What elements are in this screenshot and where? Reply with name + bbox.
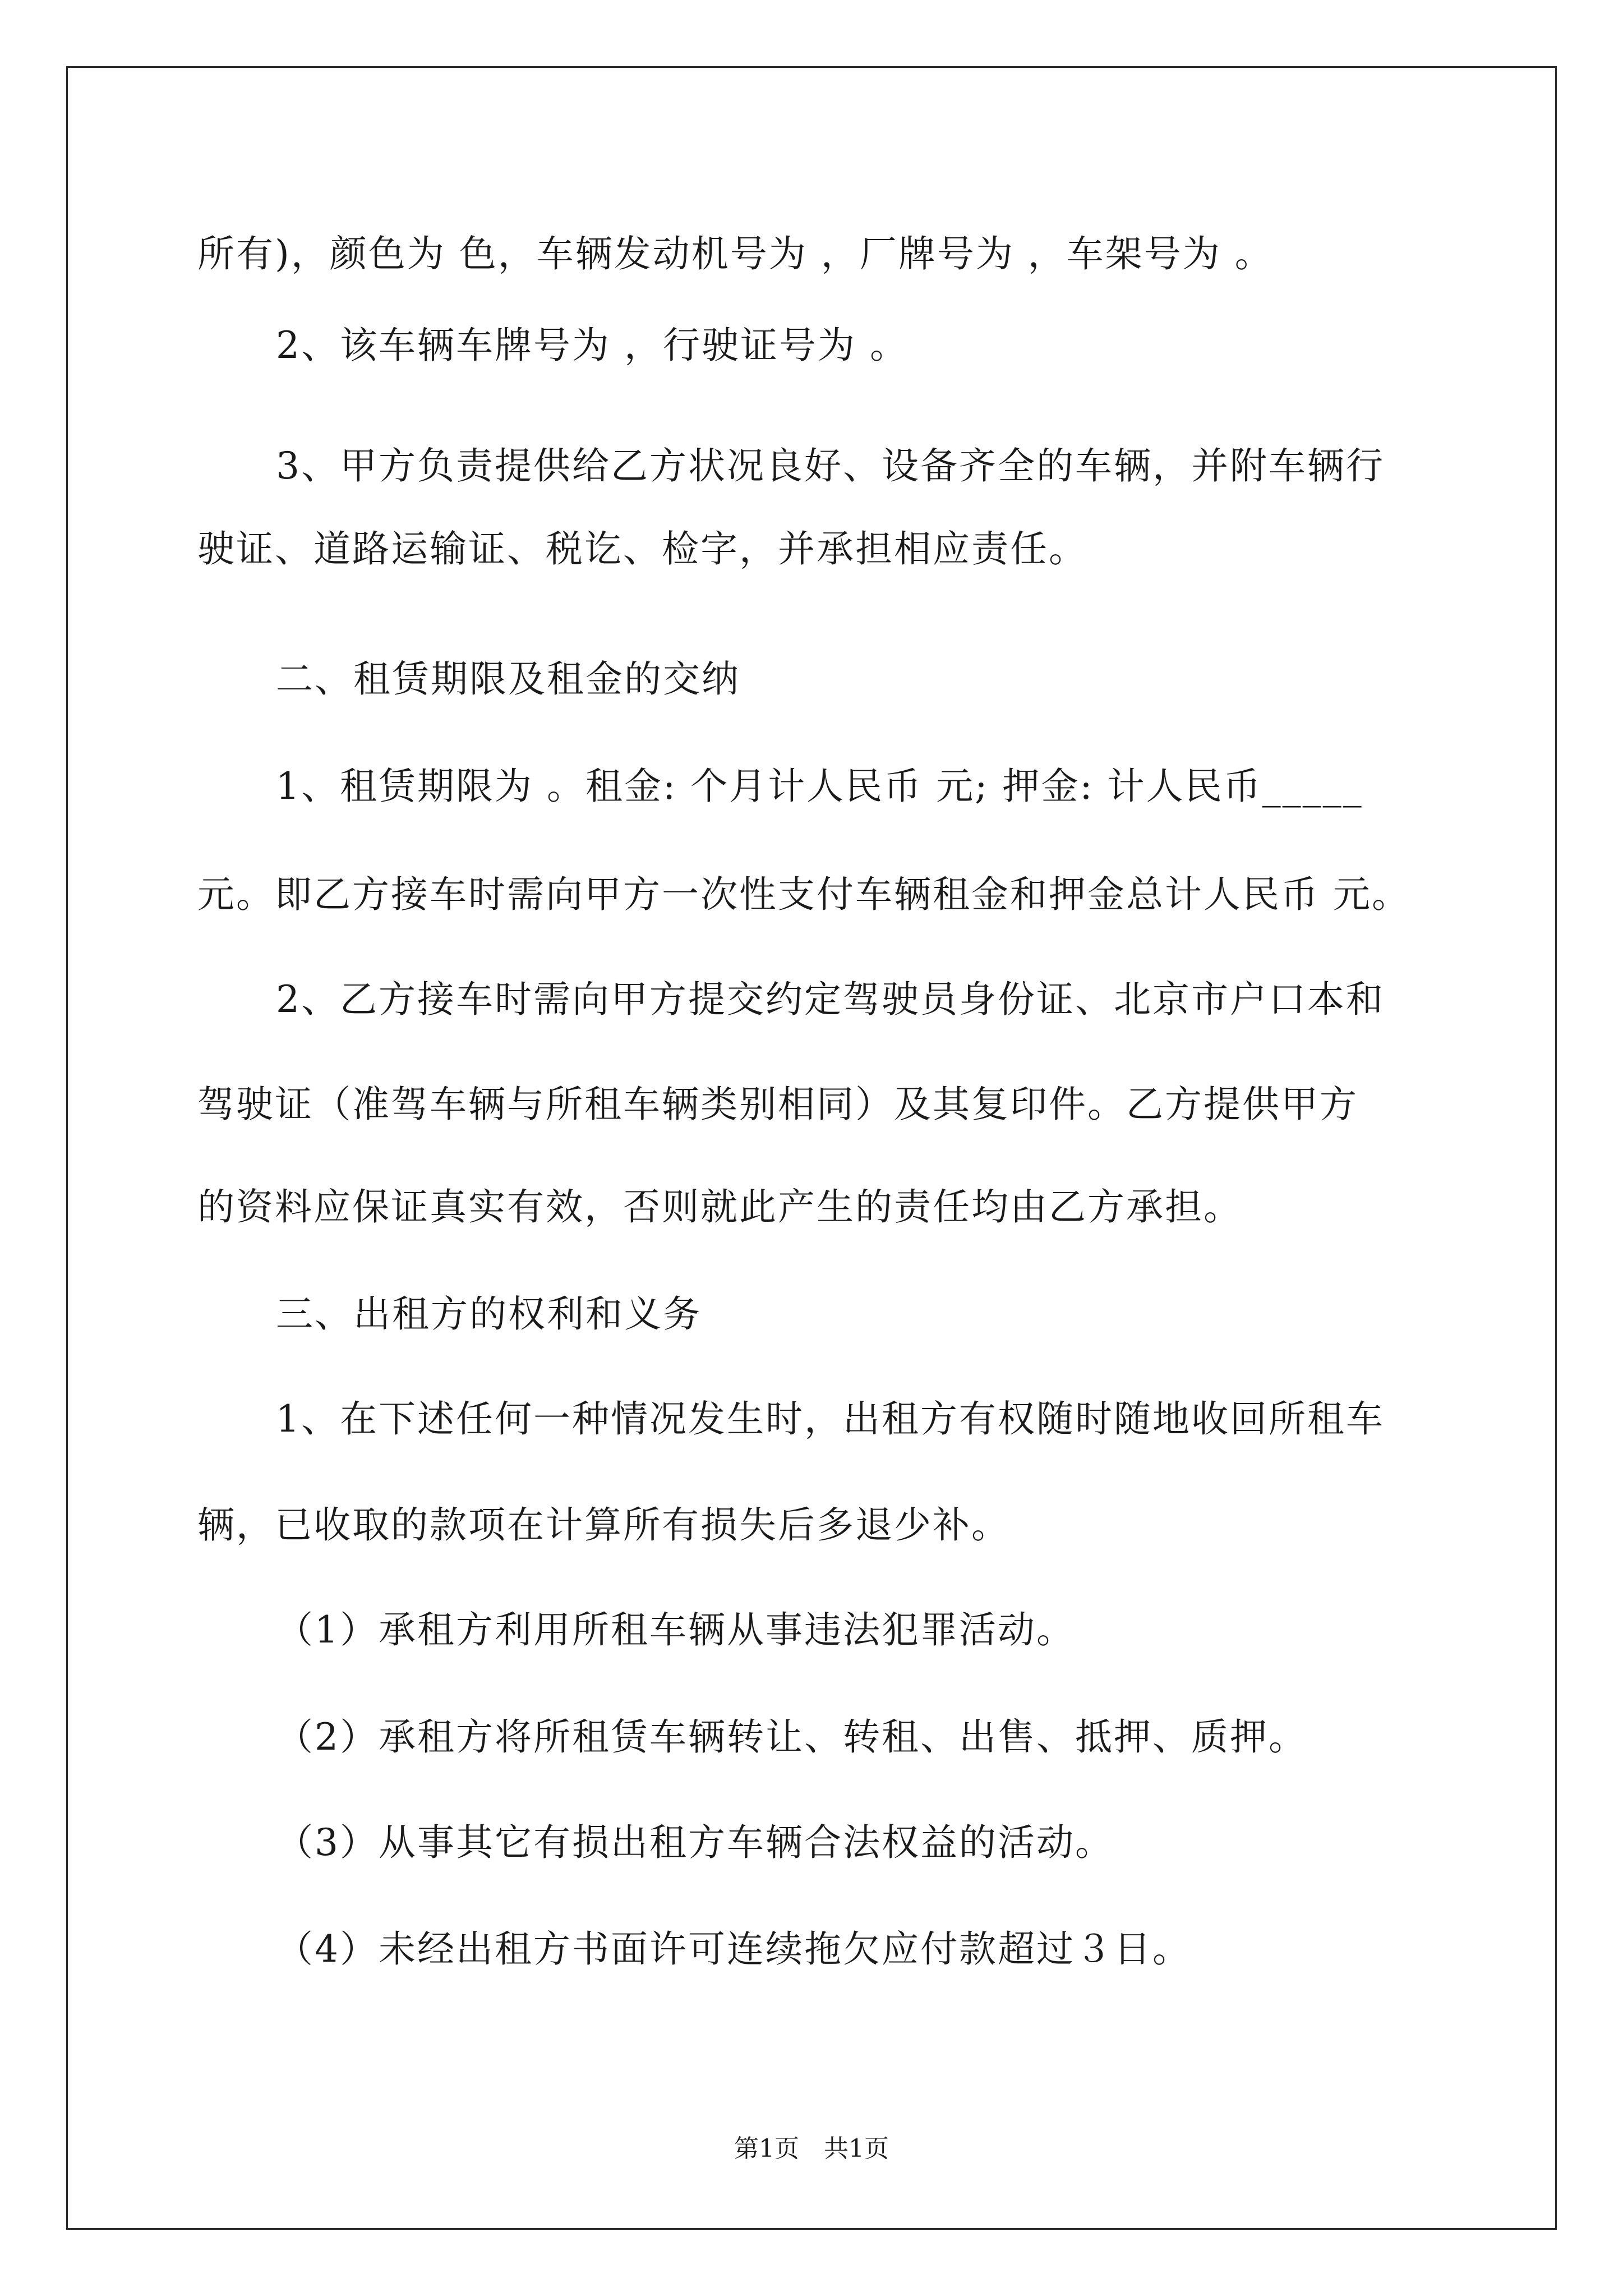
- list-item-2: （2）承租方将所租赁车辆转让、转租、出售、抵押、质押。: [276, 1715, 1307, 1759]
- text-line-13: 辆，已收取的款项在计算所有损失后多退少补。: [197, 1503, 1010, 1547]
- text-line-4: 驶证、道路运输证、税讫、检字，并承担相应责任。: [197, 527, 1087, 570]
- text-line-3: 3、甲方负责提供给乙方状况良好、设备齐全的车辆，并附车辆行: [276, 444, 1385, 487]
- text-line-2: 2、该车辆车牌号为 ，行驶证号为 。: [276, 324, 909, 367]
- text-line-6: 1、租赁期限为 。租金: 个月计人民币 元; 押金: 计人民币_____: [276, 765, 1363, 808]
- list-item-1: （1）承租方利用所租车辆从事违法犯罪活动。: [276, 1608, 1075, 1651]
- page-border: [66, 66, 1557, 2230]
- text-line-7: 元。即乙方接车时需向甲方一次性支付车辆租金和押金总计人民币 元。: [197, 873, 1410, 916]
- list-item-4: （4）未经出租方书面许可连续拖欠应付款超过３日。: [276, 1927, 1191, 1971]
- text-line-12: 1、在下述任何一种情况发生时，出租方有权随时随地收回所租车: [276, 1397, 1385, 1441]
- list-item-3: （3）从事其它有损出租方车辆合法权益的活动。: [276, 1821, 1114, 1864]
- text-line-9: 驾驶证（准驾车辆与所租车辆类别相同）及其复印件。乙方提供甲方: [197, 1083, 1358, 1126]
- text-line-1: 所有)，颜色为 色，车辆发动机号为 ，厂牌号为 ，车架号为 。: [197, 232, 1274, 275]
- page-number-footer: 第1页 共1页: [734, 2134, 889, 2163]
- text-line-8: 2、乙方接车时需向甲方提交约定驾驶员身份证、北京市户口本和: [276, 978, 1385, 1021]
- section-heading-3: 三、出租方的权利和义务: [276, 1292, 702, 1336]
- section-heading-2: 二、租赁期限及租金的交纳: [276, 657, 740, 701]
- text-line-10: 的资料应保证真实有效，否则就此产生的责任均由乙方承担。: [197, 1185, 1242, 1228]
